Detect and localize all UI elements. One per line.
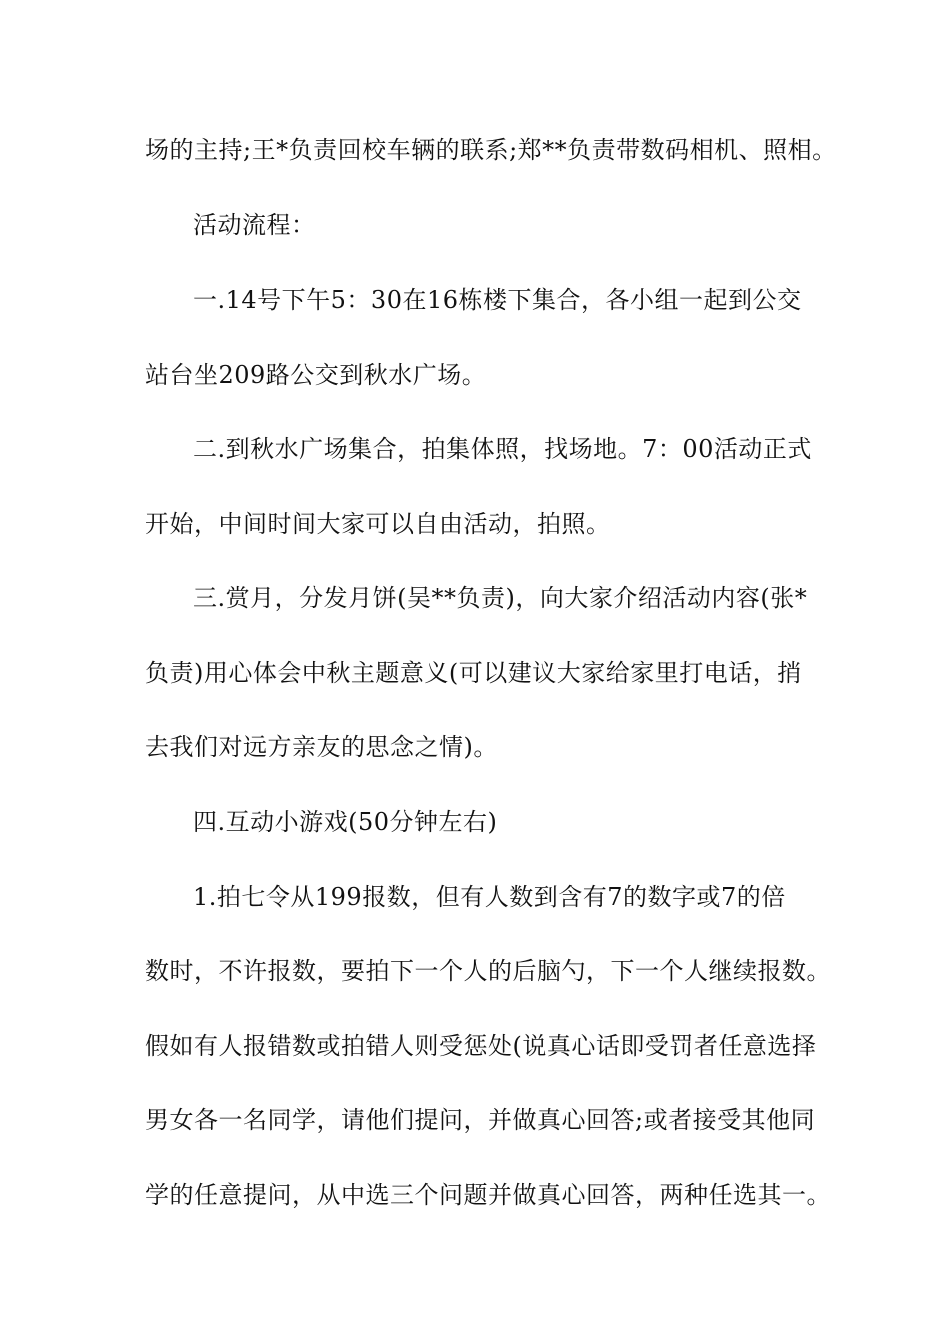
paragraph-line: 三.赏月，分发月饼(吴**负责)，向大家介绍活动内容(张* [193,584,808,612]
paragraph-line: 去我们对远方亲友的思念之情)。 [145,733,498,761]
paragraph-line: 1.拍七令从199报数，但有人数到含有7的数字或7的倍 [193,883,786,911]
paragraph-line: 负责)用心体会中秋主题意义(可以建议大家给家里打电话，捎 [145,659,802,687]
section-heading: 活动流程： [193,211,316,239]
paragraph-line: 学的任意提问，从中选三个问题并做真心回答，两种任选其一。 [145,1181,831,1209]
paragraph-line: 站台坐209路公交到秋水广场。 [145,361,487,389]
paragraph-line: 男女各一名同学，请他们提问，并做真心回答;或者接受其他同 [145,1106,816,1134]
paragraph-line: 数时，不许报数，要拍下一个人的后脑勺，下一个人继续报数。 [145,957,831,985]
paragraph-line: 场的主持;王*负责回校车辆的联系;郑**负责带数码相机、照相。 [145,136,837,164]
paragraph-line: 四.互动小游戏(50分钟左右) [193,808,498,836]
paragraph-line: 开始，中间时间大家可以自由活动，拍照。 [145,510,611,538]
paragraph-line: 二.到秋水广场集合，拍集体照，找场地。7：00活动正式 [193,435,812,463]
paragraph-line: 一.14号下午5：30在16栋楼下集合，各小组一起到公交 [193,286,802,314]
paragraph-line: 假如有人报错数或拍错人则受惩处(说真心话即受罚者任意选择 [145,1032,817,1060]
